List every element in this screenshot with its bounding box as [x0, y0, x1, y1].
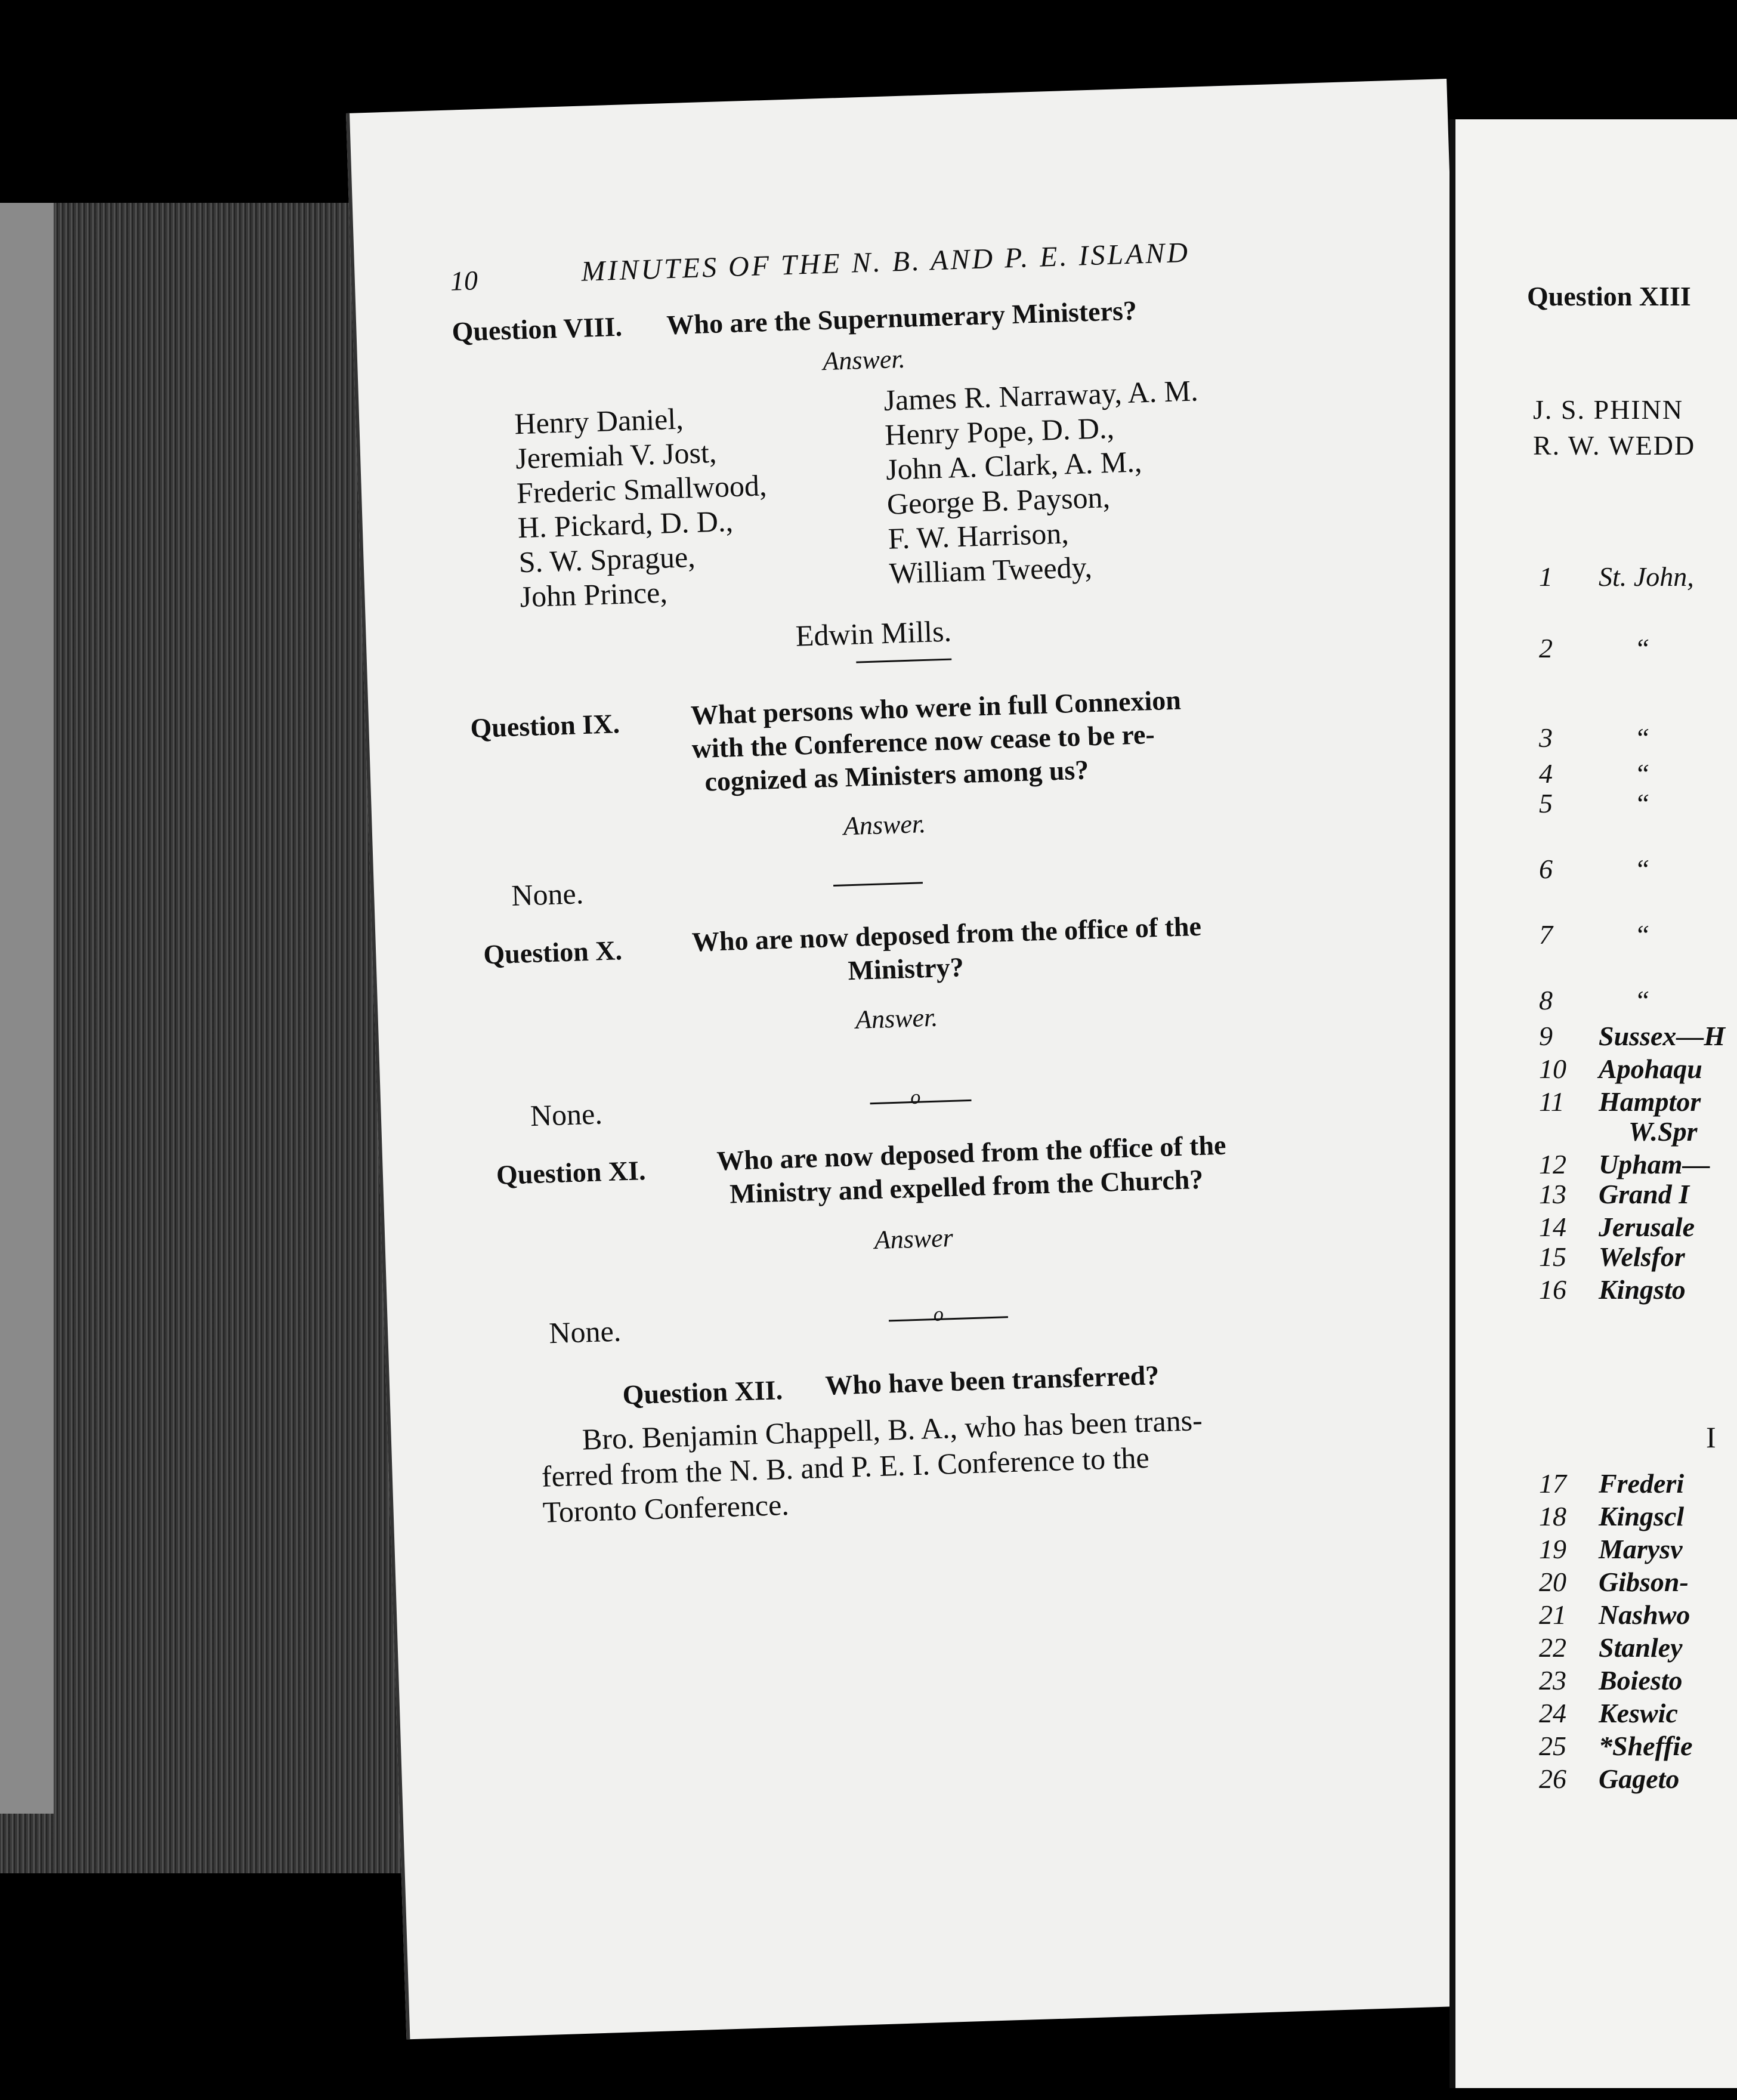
- r-list-number: 4: [1539, 758, 1553, 789]
- right-page: [1449, 119, 1737, 2088]
- q12-para-line1: Bro. Benjamin Chappell, B. A., who has been trans-: [582, 1403, 1203, 1456]
- r-name-2: R. W. WEDD: [1533, 430, 1696, 461]
- q11-answer: Answer: [873, 1222, 954, 1255]
- r-list-entry: Nashwo: [1599, 1599, 1690, 1630]
- name-entry: Frederic Smallwood,: [516, 468, 768, 510]
- r-list-entry: Grand I: [1599, 1179, 1690, 1209]
- q9-line3: cognized as Ministers among us?: [704, 754, 1089, 797]
- r-list-number: 16: [1539, 1274, 1566, 1305]
- name-entry: Henry Pope, D. D.,: [884, 410, 1115, 452]
- r-list-number: 18: [1539, 1501, 1566, 1531]
- left-page: [346, 79, 1507, 2039]
- q9-response: None.: [511, 876, 584, 912]
- book-spine-side: [0, 203, 54, 1814]
- r-list-number: 23: [1539, 1665, 1566, 1696]
- r-list-number: 19: [1539, 1534, 1566, 1564]
- r-list-entry: Welsfor: [1599, 1242, 1685, 1272]
- r-section-mark: I: [1706, 1420, 1716, 1454]
- r-list-entry: Upham—: [1599, 1149, 1710, 1179]
- r-list-number: 17: [1539, 1468, 1566, 1499]
- r-list-entry: Frederi: [1599, 1468, 1685, 1499]
- r-list-number: 22: [1539, 1632, 1566, 1663]
- q9-label: Question IX.: [469, 708, 620, 743]
- r-list-entry: “: [1634, 758, 1650, 789]
- r-list-number: 3: [1539, 722, 1553, 753]
- name-entry: George B. Payson,: [886, 480, 1111, 521]
- r-list-number: 26: [1539, 1764, 1566, 1794]
- q9-line2: with the Conference now cease to be re-: [691, 718, 1155, 764]
- q12-label: Question XII.: [622, 1375, 783, 1410]
- r-list-number: 25: [1539, 1731, 1566, 1761]
- r-list-entry: “: [1634, 633, 1650, 663]
- name-entry: John A. Clark, A. M.,: [885, 444, 1143, 486]
- q10-line1: Who are now deposed from the office of the: [691, 910, 1202, 958]
- r-list-entry: Gageto: [1599, 1764, 1680, 1794]
- r-list-number: 5: [1539, 788, 1553, 819]
- q12-para-line2: ferred from the N. B. and P. E. I. Conference to the: [541, 1440, 1150, 1493]
- name-entry: Jeremiah V. Jost,: [515, 435, 718, 475]
- r-list-entry: Jerusale: [1599, 1212, 1695, 1242]
- r-list-number: 8: [1539, 985, 1553, 1015]
- r-list-number: 1: [1539, 561, 1553, 592]
- separator-mark: o: [910, 1086, 921, 1109]
- r-list-entry: Gibson-: [1599, 1567, 1689, 1597]
- separator-rule: [889, 1316, 1008, 1321]
- r-list-number: 7: [1539, 919, 1553, 950]
- q8-names-left: [514, 399, 771, 614]
- r-list-number: 2: [1539, 633, 1553, 663]
- r-list-entry: *Sheffie: [1599, 1731, 1693, 1761]
- r-list-number: 12: [1539, 1149, 1566, 1179]
- q10-answer: Answer.: [855, 1002, 938, 1034]
- r-list-entry: “: [1634, 788, 1650, 819]
- r-list-number: 24: [1539, 1698, 1566, 1728]
- r-list-number: 9: [1539, 1021, 1553, 1051]
- r-list-entry: Boiesto: [1599, 1665, 1683, 1696]
- r-list-number: 15: [1539, 1242, 1566, 1272]
- q11-line1: Who are now deposed from the office of the: [716, 1129, 1227, 1176]
- r-list-entry: Sussex—H: [1599, 1021, 1726, 1051]
- q9-line1: What persons who were in full Connexion: [690, 684, 1182, 731]
- r-list-number: 6: [1539, 854, 1553, 884]
- r-list-entry: “: [1634, 919, 1650, 950]
- r-list-entry: Hamptor: [1599, 1086, 1701, 1117]
- r-list-number: 10: [1539, 1054, 1566, 1084]
- q8-names-right: [883, 373, 1204, 590]
- separator-rule: [833, 882, 923, 887]
- r-name-1: J. S. PHINN: [1533, 394, 1684, 425]
- separator-rule: [856, 659, 951, 663]
- r-list-entry: “: [1634, 722, 1650, 753]
- q8-last-name: Edwin Mills.: [795, 614, 952, 653]
- r-list-entry: Kingsto: [1599, 1274, 1686, 1305]
- q10-response: None.: [530, 1097, 603, 1133]
- r-list-entry: Kingscl: [1599, 1501, 1685, 1531]
- name-entry: H. Pickard, D. D.,: [517, 504, 734, 545]
- page-number: 10: [450, 265, 478, 297]
- r-list-entry: W.Spr: [1628, 1116, 1698, 1147]
- name-entry: S. W. Sprague,: [518, 539, 696, 579]
- r-list-entry: Keswic: [1599, 1698, 1678, 1728]
- r-list-number: 11: [1539, 1086, 1565, 1117]
- r-list-entry: Marysv: [1599, 1534, 1683, 1564]
- q11-response: None.: [548, 1314, 622, 1350]
- q12-text: Who have been transferred?: [824, 1360, 1160, 1401]
- q8-answer: Answer.: [822, 344, 906, 376]
- r-list-number: 20: [1539, 1567, 1566, 1597]
- q10-line2: Ministry?: [847, 952, 965, 986]
- q11-line2: Ministry and expelled from the Church?: [729, 1163, 1204, 1209]
- name-entry: William Tweedy,: [888, 550, 1093, 590]
- q8-text: Who are the Supernumerary Ministers?: [666, 295, 1138, 341]
- q8-label: Question VIII.: [451, 311, 623, 347]
- name-entry: James R. Narraway, A. M.: [883, 373, 1199, 417]
- q12-para-line3: Toronto Conference.: [542, 1487, 790, 1529]
- r-list-entry: “: [1634, 854, 1650, 884]
- separator-mark: o: [933, 1303, 944, 1326]
- r-list-number: 14: [1539, 1212, 1566, 1242]
- r-list-entry: “: [1634, 985, 1650, 1015]
- name-entry: F. W. Harrison,: [887, 516, 1070, 555]
- r-list-entry: Apohaqu: [1599, 1054, 1702, 1084]
- name-entry: Henry Daniel,: [514, 402, 684, 441]
- name-entry: John Prince,: [519, 575, 668, 614]
- q9-answer: Answer.: [843, 809, 926, 841]
- r-question-label: Question XIII: [1527, 281, 1691, 311]
- q10-label: Question X.: [483, 935, 623, 970]
- r-list-number: 21: [1539, 1599, 1566, 1630]
- r-list-entry: Stanley: [1599, 1632, 1683, 1663]
- q11-label: Question XI.: [496, 1155, 647, 1190]
- running-head: MINUTES OF THE N. B. AND P. E. ISLAND: [580, 236, 1191, 288]
- r-list-entry: St. John,: [1599, 561, 1694, 592]
- r-list-number: 13: [1539, 1179, 1566, 1209]
